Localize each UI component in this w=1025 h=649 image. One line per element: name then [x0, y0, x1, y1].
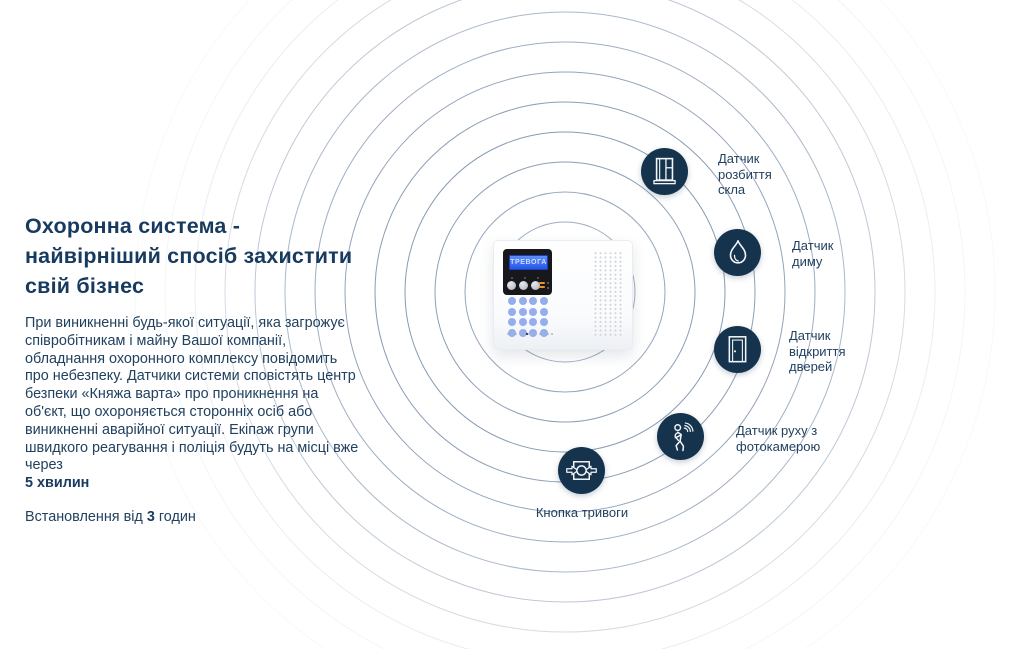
sensor-label: Датчик руху з фотокамерою: [736, 423, 821, 454]
alarm-control-panel: [493, 240, 633, 350]
button-led: [511, 277, 513, 279]
panel-display-module: [503, 249, 552, 295]
intro-block: [25, 211, 363, 526]
status-led-orange: [539, 282, 545, 284]
sensor-label: Датчик розбиття скла: [718, 151, 772, 197]
status-led: [547, 287, 549, 289]
response-time-value: 5 хвилин: [25, 475, 90, 492]
sensor-label: Датчик диму: [792, 238, 834, 269]
door-icon: [714, 326, 761, 373]
status-led: [547, 282, 549, 284]
install-prefix: Встановлення від: [25, 508, 147, 525]
flame-icon: [714, 229, 761, 276]
page-title: Охоронна система - найвірніший спосіб захистити свій бізнес: [25, 214, 353, 298]
panic-button-icon: [558, 447, 605, 494]
sensor-label: Датчик відкриття дверей: [789, 328, 846, 374]
motion-icon: [657, 413, 704, 460]
button-led: [537, 277, 539, 279]
sensor-label: Кнопка тривоги: [535, 505, 629, 520]
lcd-display: ТРЕВОГА: [509, 255, 548, 270]
panel-button: [519, 281, 528, 290]
button-led: [524, 277, 526, 279]
install-suffix: годин: [154, 508, 196, 525]
install-hours-value: 3: [146, 508, 155, 525]
panel-button: [507, 281, 516, 290]
window-icon: [641, 148, 688, 195]
keypad: [508, 297, 548, 337]
speaker-grille: [593, 251, 622, 337]
status-led-orange: [539, 286, 545, 288]
intro-paragraph-text: При виникненні будь-якої ситуації, яка загрожує співробітникам і майну Вашої компанії, обладнання охоронного комплексу повідомить про небезпеку. Датчики системи сповістять центр безпеки «Княжа варта» про проникнення на об'єкт, що охороняється сторонніх осіб або виникненні аварійної ситуації. Екіпаж групи швидкого реагування і поліція будуть на місці вже через: [25, 315, 359, 474]
install-time-line: [25, 508, 363, 526]
intro-paragraph: [25, 315, 363, 493]
indicator-dot-row: [506, 333, 554, 335]
indicator-dot-active: [526, 333, 528, 335]
